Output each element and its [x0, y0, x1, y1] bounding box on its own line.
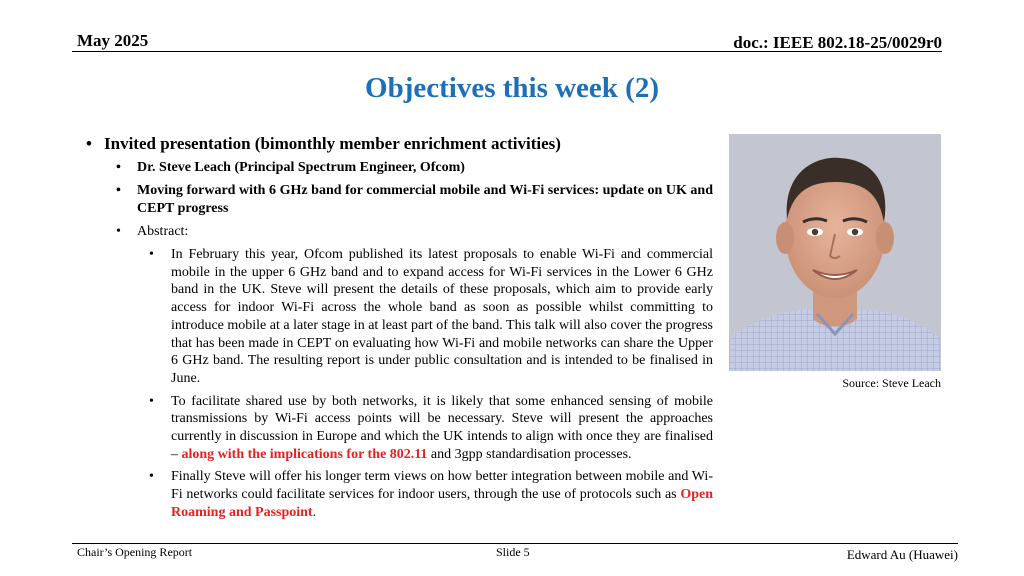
bullet-speaker — [116, 159, 713, 177]
bullet-abstract — [116, 223, 713, 241]
abstract-p2-highlight: along with the implications for the 802.11 — [181, 446, 428, 462]
bullet-marker: • — [149, 469, 154, 485]
photo-caption: Source: Steve Leach — [842, 376, 941, 390]
speaker-photo — [729, 134, 941, 371]
bullet-text: Invited presentation (bimonthly member enrichment activities) — [104, 134, 561, 153]
bullet-marker: • — [86, 134, 92, 153]
bullet-marker: • — [149, 393, 154, 409]
abstract-p3-text — [171, 468, 713, 521]
speaker-portrait-icon — [729, 134, 941, 371]
slide-body — [86, 133, 713, 527]
slide-title: Objectives this week (2) — [365, 72, 659, 104]
footer-report-name: Chair’s Opening Report — [77, 545, 193, 559]
abstract-paragraph-1 — [149, 246, 713, 388]
abstract-p1-text: In February this year, Ofcom published its latest proposals to enable Wi-Fi and commercial mobile in the upper 6 GHz band and to expand access for Wi-Fi services in the Lower 6 GHz band in the UK. Steve will present the details of these proposals, which aim to provide early access for indoor Wi-Fi across the whole band as soon as possible whilst committing to introduce mobile at a later stage in at least part of the band. This talk will also cover the progress that has been made in CEPT on evaluating how Wi-Fi and mobile networks can share the Upper 6 GHz band. The resulting report is under public consultation and is intended to be finalised in June. — [171, 247, 713, 386]
abstract-p2-text — [171, 393, 713, 464]
abstract-label: Abstract: — [137, 224, 189, 239]
header-doc-id: doc.: IEEE 802.18-25/0029r0 — [733, 33, 942, 52]
footer-divider — [72, 543, 958, 544]
abstract-paragraph-3 — [149, 468, 713, 521]
abstract-p3-part-b: . — [312, 504, 317, 520]
header-date: May 2025 — [77, 31, 149, 50]
abstract-p3-highlight: Open Roaming and Passpoint — [171, 487, 713, 520]
abstract-paragraph-2 — [149, 393, 713, 464]
bullet-marker: • — [149, 247, 154, 262]
speaker-text: Dr. Steve Leach (Principal Spectrum Engineer, Ofcom) — [137, 160, 465, 175]
bullet-marker: • — [116, 183, 121, 198]
bullet-marker: • — [116, 224, 121, 239]
bullet-talk-title — [116, 182, 713, 218]
footer-author: Edward Au (Huawei) — [846, 547, 958, 562]
bullet-invited-presentation — [86, 133, 713, 155]
footer-slide-number: Slide 5 — [496, 545, 530, 559]
abstract-p3-part-a: Finally Steve will offer his longer term views on how better integration between mobile and Wi-Fi networks could facilitate services for indoor users, through the use of protocols such as — [171, 469, 713, 503]
talk-title-text: Moving forward with 6 GHz band for commercial mobile and Wi-Fi services: update on UK and CEPT progress — [137, 183, 713, 216]
abstract-p2-part-b: and 3gpp standardisation processes. — [427, 446, 632, 462]
abstract-p2-part-a: To facilitate shared use by both networks, it is likely that some enhanced sensing of mobile transmissions by Wi-Fi access points will be necessary. Steve will present the approaches currently in discussion in Europe and which the UK intends to align with once they are finalised – — [171, 393, 713, 462]
bullet-marker: • — [116, 160, 121, 175]
header-divider — [72, 51, 942, 52]
